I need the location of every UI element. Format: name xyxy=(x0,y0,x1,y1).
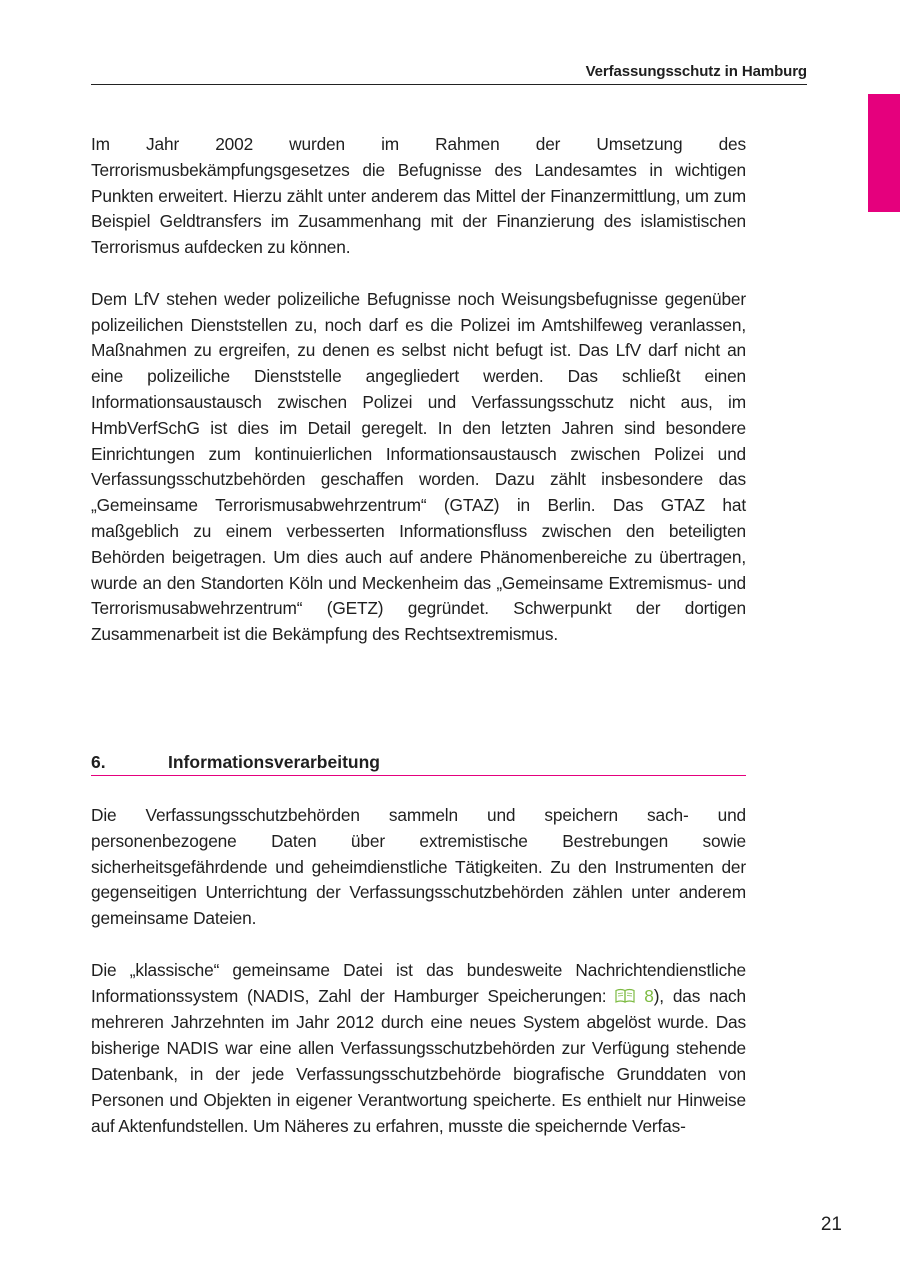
paragraph-data-collection: Die Verfassungsschutzbehörden sammeln und speichern sach- und personenbezogene Daten über extremistische Bestrebungen sowie sicherheitsgefährdende und geheimdienstliche Tätigkeiten. Zu den Instrumenten der gegenseitigen Unterrichtung der Verfassungsschutzbehörden zählen unter anderem gemeinsame Dateien. xyxy=(91,805,746,929)
section-heading xyxy=(91,751,746,776)
running-header-title: Verfassungsschutz in Hamburg xyxy=(585,63,807,80)
running-header xyxy=(91,62,807,85)
book-icon xyxy=(615,985,635,1011)
page-number: 21 xyxy=(820,1214,842,1235)
section-number: 6. xyxy=(91,752,106,772)
nadis-text-end: ), das nach mehreren Jahrzehnten im Jahr 2012 durch eine neues System abgelöst wurde. Das bisherige NADIS war eine allen Verfassungsschutzbehörden zur Verfügung stehende Datenbank, in der jede Verfassungsschutzbehörde biografische Grunddaten von Personen und Objekten in eigener Verantwortung speicherte. Es enthielt nur Hinweise auf Aktenfundstellen. Um Näheres zu erfahren, musste die speichernde Verfas- xyxy=(91,985,746,1136)
reference-number: 8 xyxy=(644,985,654,1006)
section-title: Informationsverarbeitung xyxy=(168,752,380,772)
reference-link[interactable] xyxy=(615,986,653,1006)
paragraph-police-separation: Dem LfV stehen weder polizeiliche Befugnisse noch Weisungsbefugnisse gegenüber polizeilichen Dienststellen zu, noch darf es die Polizei im Amtshilfeweg veranlassen, Maßnahmen zu ergreifen, zu denen es selbst nicht befugt ist. Das LfV darf nicht an eine polizeiliche Dienststelle angegliedert werden. Das schließt einen Informationsaustausch zwischen Polizei und Verfassungsschutz nicht aus, im HmbVerfSchG ist dies im Detail geregelt. In den letzten Jahren sind besondere Einrichtungen zum kontinuierlichen Informationsaustausch zwischen Polizei und Verfassungsschutzbehörden geschaffen worden. Dazu zählt insbesondere das „Gemeinsame Terrorismusabwehrzentrum“ (GTAZ) in Berlin. Das GTAZ hat maßgeblich zu einem verbesserten Informationsfluss zwischen den beteiligten Behörden beigetragen. Um dies auch auf andere Phänomenbereiche zu übertragen, wurde an den Standorten Köln und Meckenheim das „Gemeinsame Extremismus- und Terrorismusabwehrzentrum“ (GETZ) gegründet. Schwerpunkt der dortigen Zusammenarbeit ist die Bekämpfung des Rechtsextremismus. xyxy=(91,288,746,645)
paragraph-nadis xyxy=(91,958,746,1140)
nadis-text-start: Die „klassische“ gemeinsame Datei ist das bundesweite Nachrichtendienstliche Informationssystem (NADIS, Zahl der Hamburger Speicherungen: xyxy=(91,959,746,1006)
text-block-1 xyxy=(91,132,746,674)
chapter-tab-marker xyxy=(868,94,900,212)
text-block-2 xyxy=(91,803,746,1165)
paragraph-anti-terror-law: Im Jahr 2002 wurden im Rahmen der Umsetzung des Terrorismusbekämpfungsgesetzes die Befugnisse des Landesamtes in wichtigen Punkten erweitert. Hierzu zählt unter anderem das Mittel der Finanzermittlung, um zum Beispiel Geldtransfers im Zusammenhang mit der Finanzierung des islamistischen Terrorismus aufdecken zu können. xyxy=(91,134,746,258)
